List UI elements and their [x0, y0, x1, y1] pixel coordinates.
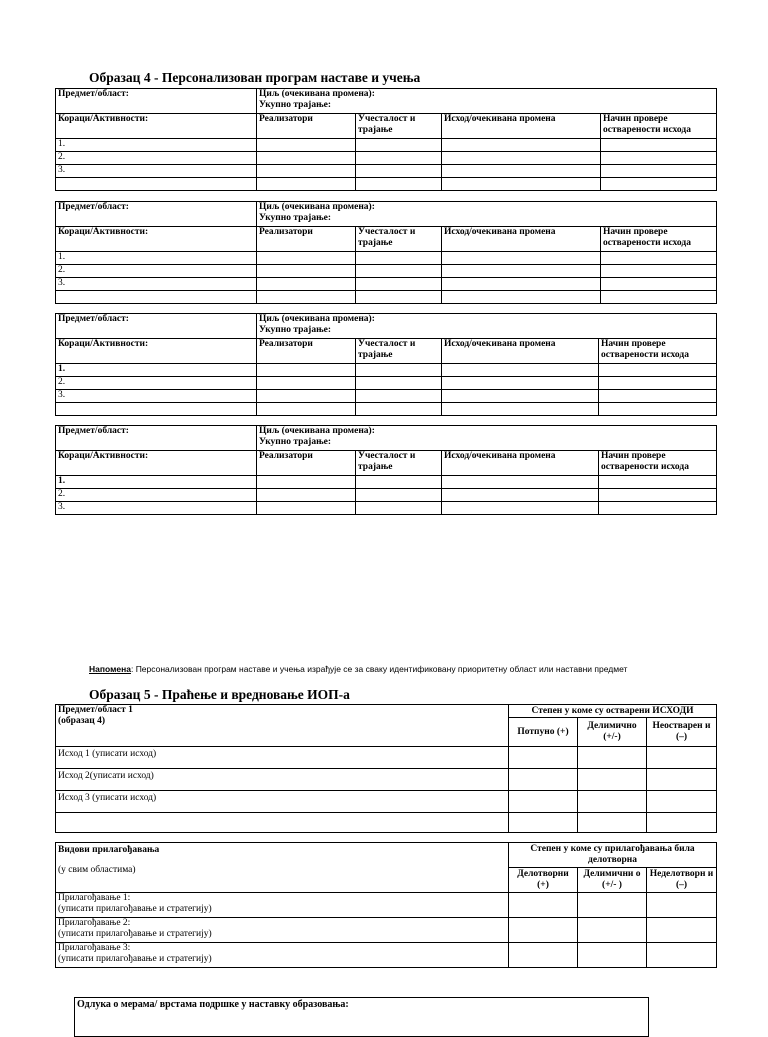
row-number: 3. [56, 390, 257, 403]
steps-label: Кораци/Активности: [56, 339, 257, 364]
outcomes-table [55, 704, 717, 833]
verification-label: Начин провере остварености исхода [601, 227, 717, 252]
outcome-row: Исход 2(уписати исход) [56, 769, 509, 791]
col-full: Потпуно (+) [509, 718, 578, 747]
row-number: 2. [56, 489, 257, 502]
goal-label: Циљ (очекивана промена): [259, 202, 375, 212]
row-number: 2. [56, 265, 257, 278]
adaptations-header-sub: (у свим областима) [58, 865, 136, 875]
adaptation-hint: (уписати прилагођавање и стратегију) [58, 929, 212, 939]
col-partial: Делимично (+/-) [578, 718, 647, 747]
plan-table-1 [55, 88, 717, 191]
adaptation-hint: (уписати прилагођавање и стратегију) [58, 954, 212, 964]
note [89, 664, 627, 674]
goal-label: Циљ (очекивана промена): [259, 89, 375, 99]
implementers-label: Реализатори [257, 227, 356, 252]
outcome-label: Исход/очекивана промена [442, 451, 599, 476]
row-number: 1. [56, 139, 257, 152]
goal-label: Циљ (очекивана промена): [259, 314, 375, 324]
adaptations-header: Видови прилагођавања [58, 845, 160, 855]
row-number: 1. [56, 252, 257, 265]
duration-label: Укупно трајање: [259, 325, 332, 335]
verification-label: Начин провере остварености исхода [599, 339, 717, 364]
form4-title: Образац 4 - Персонализован програм наставе и учења [89, 70, 421, 85]
subject-label: Предмет/област: [56, 314, 257, 339]
plan-table-3 [55, 313, 717, 416]
steps-label: Кораци/Активности: [56, 227, 257, 252]
adaptation-row [56, 943, 509, 968]
note-label: Напомена [89, 664, 131, 674]
implementers-label: Реализатори [257, 339, 356, 364]
row-number: 2. [56, 152, 257, 165]
frequency-label: Учесталост и трајање [356, 451, 442, 476]
plan-table-2 [55, 201, 717, 304]
verification-label: Начин провере остварености исхода [601, 114, 717, 139]
col-none: Неостварен и (–) [647, 718, 717, 747]
adaptations-table [55, 842, 717, 968]
outcome-label: Исход/очекивана промена [442, 227, 601, 252]
duration-label: Укупно трајање: [259, 437, 332, 447]
row-number: 3. [56, 502, 257, 515]
form5-title: Образац 5 - Праћење и вредновање ИОП-а [89, 687, 350, 702]
subject-label: Предмет/област: [56, 202, 257, 227]
subject-label: Предмет/област: [56, 426, 257, 451]
frequency-label: Учесталост и трајање [356, 339, 442, 364]
adaptation-name: Прилагођавање 1: [58, 893, 131, 903]
plan-table-4 [55, 425, 717, 515]
outcome-row: Исход 3 (уписати исход) [56, 791, 509, 813]
row-number: 3. [56, 278, 257, 291]
goal-label: Циљ (очекивана промена): [259, 426, 375, 436]
steps-label: Кораци/Активности: [56, 451, 257, 476]
row-number: 2. [56, 377, 257, 390]
frequency-label: Учесталост и трајање [356, 227, 442, 252]
row-number: 1. [56, 364, 257, 377]
verification-label: Начин провере остварености исхода [599, 451, 717, 476]
subject-label: Предмет/област: [56, 89, 257, 114]
steps-label: Кораци/Активности: [56, 114, 257, 139]
adaptation-hint: (уписати прилагођавање и стратегију) [58, 904, 212, 914]
adaptation-name: Прилагођавање 2: [58, 918, 131, 928]
outcome-label: Исход/очекивана промена [442, 339, 599, 364]
adaptation-name: Прилагођавање 3: [58, 943, 131, 953]
adaptation-row [56, 918, 509, 943]
adaptations-degree-header: Степен у коме су прилагођавања била делотворна [509, 843, 717, 868]
implementers-label: Реализатори [257, 451, 356, 476]
col-ineffective: Неделотворн и (–) [647, 868, 717, 893]
outcomes-subject-sub: (образац 4) [58, 716, 106, 726]
outcomes-subject: Предмет/област 1 [58, 705, 133, 715]
col-partial: Делимични о (+/- ) [578, 868, 647, 893]
adaptation-row [56, 893, 509, 918]
duration-label: Укупно трајање: [259, 100, 332, 110]
outcomes-degree-header: Степен у коме су остварени ИСХОДИ [509, 705, 717, 718]
outcome-label: Исход/очекивана промена [442, 114, 601, 139]
decision-box[interactable] [74, 997, 649, 1037]
col-effective: Делотворни (+) [509, 868, 578, 893]
implementers-label: Реализатори [257, 114, 356, 139]
frequency-label: Учесталост и трајање [356, 114, 442, 139]
row-number: 1. [56, 476, 257, 489]
row-number: 3. [56, 165, 257, 178]
outcome-row: Исход 1 (уписати исход) [56, 747, 509, 769]
decision-label: Одлука о мерама/ врстама подршке у наставку образовања: [77, 999, 349, 1010]
note-text: : Персонализован програм наставе и учења израђује се за сваку идентификовану приоритетну област или наставни предмет [130, 664, 628, 674]
duration-label: Укупно трајање: [259, 213, 332, 223]
